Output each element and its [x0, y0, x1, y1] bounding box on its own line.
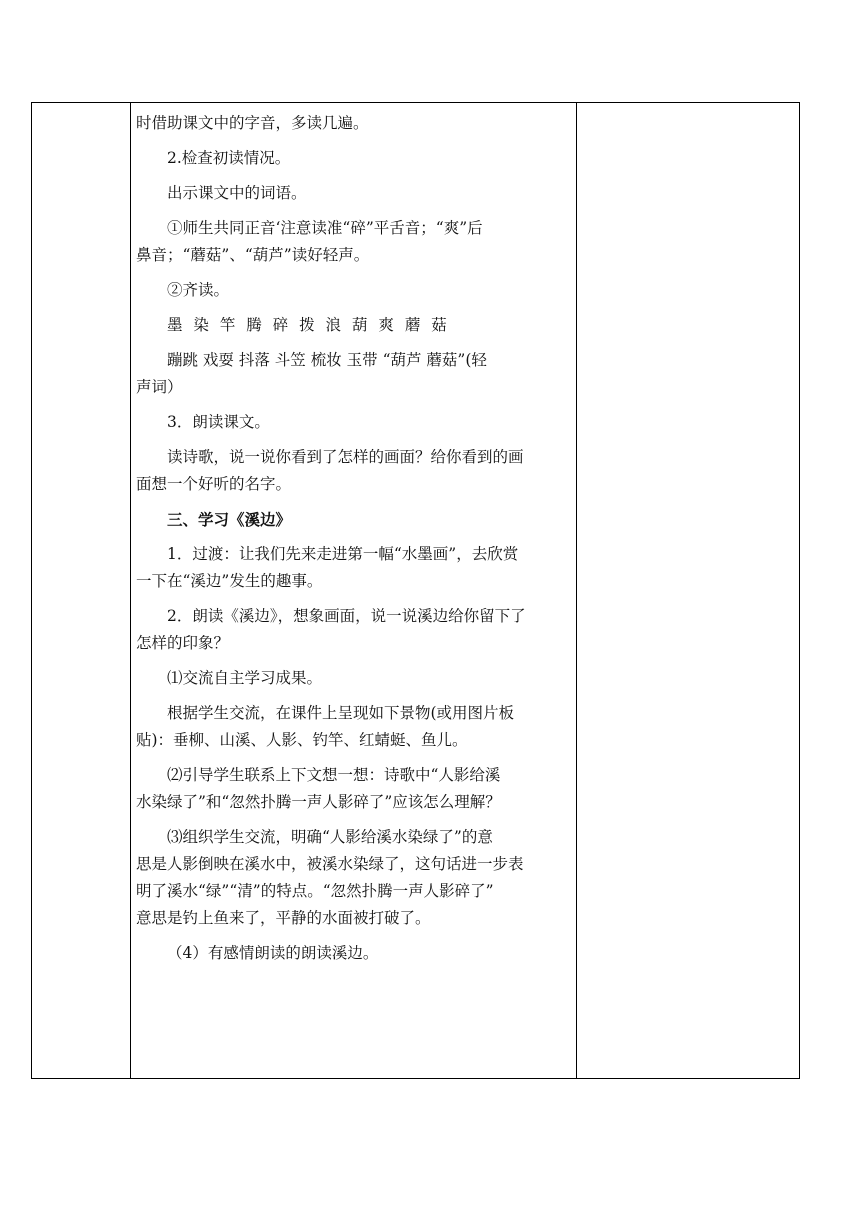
- paragraph: [136, 940, 568, 967]
- paragraph-line: 根据学生交流，在课件上呈现如下景物(或用图片板: [167, 704, 515, 722]
- paragraph: [136, 603, 568, 657]
- paragraph: [136, 145, 568, 172]
- paragraph: [136, 312, 568, 339]
- paragraph-line: （4）有感情朗读的朗读溪边。: [167, 944, 379, 962]
- paragraph-line: 2.检查初读情况。: [167, 149, 291, 167]
- paragraph-line: 读诗歌，说一说你看到了怎样的画面？给你看到的画: [167, 448, 524, 466]
- paragraph-line: 鼻音；“蘑菇”、“葫芦”读好轻声。: [136, 246, 370, 264]
- paragraph: [136, 180, 568, 207]
- paragraph-line: ⑵引导学生联系上下文想一想：诗歌中“人影给溪: [167, 766, 501, 784]
- left-column-cell: [32, 103, 130, 1078]
- paragraph: [136, 665, 568, 692]
- paragraph: [136, 444, 568, 498]
- paragraph-line: 怎样的印象？: [136, 634, 230, 652]
- paragraph-line: ①师生共同正音‘注意读准“碎”平舌音；“爽”后: [167, 219, 483, 237]
- paragraph-line: 明了溪水“绿”“清”的特点。“忽然扑腾一声人影碎了”: [136, 882, 494, 900]
- paragraph-line: 面想一个好听的名字。: [136, 475, 292, 493]
- paragraph-line: 思是人影倒映在溪水中，被溪水染绿了，这句话进一步表: [136, 855, 524, 873]
- paragraph-line: ②齐读。: [167, 281, 230, 299]
- paragraph: [136, 215, 568, 269]
- paragraph: [136, 409, 568, 436]
- paragraph: [136, 347, 568, 401]
- paragraph-line: 贴)：垂柳、山溪、人影、钓竿、红蜻蜓、鱼儿。: [136, 731, 468, 749]
- paragraph-line: 水染绿了”和“忽然扑腾一声人影碎了”应该怎么理解？: [136, 793, 501, 811]
- paragraph-line: 声词）: [136, 378, 183, 396]
- paragraph: [136, 700, 568, 754]
- paragraph-line: 蹦跳 戏耍 抖落 斗笠 梳妆 玉带 “葫芦 蘑菇”(轻: [167, 351, 487, 369]
- paragraph-line: 墨 染 竿 腾 碎 拨 浪 葫 爽 蘑 菇: [167, 316, 450, 334]
- paragraph: [136, 277, 568, 304]
- paragraph-line: 3．朗读课文。: [167, 413, 270, 431]
- paragraph-line: ⑴交流自主学习成果。: [167, 669, 323, 687]
- paragraph-line: ⑶组织学生交流，明确“人影给溪水染绿了”的意: [167, 828, 493, 846]
- paragraph-line: 意思是钓上鱼来了，平静的水面被打破了。: [136, 909, 431, 927]
- paragraph-line: 1．过渡：让我们先来走进第一幅“水墨画”，去欣赏: [167, 545, 519, 563]
- paragraph: [136, 541, 568, 595]
- column-divider-left: [130, 103, 131, 1078]
- paragraph-line: 时借助课文中的字音，多读几遍。: [136, 114, 369, 132]
- paragraph-line: 出示课文中的词语。: [167, 184, 307, 202]
- paragraph: [136, 110, 568, 137]
- paragraph-line: 一下在“溪边”发生的趣事。: [136, 572, 323, 590]
- paragraph-line: 2．朗读《溪边》，想象画面，说一说溪边给你留下了: [167, 607, 526, 625]
- teaching-process-cell: [136, 110, 568, 975]
- paragraph: [136, 824, 568, 932]
- paragraph: [136, 762, 568, 816]
- paragraph-line: 三、学习《溪边》: [167, 510, 292, 529]
- section-heading: [136, 506, 568, 533]
- right-column-cell: [577, 103, 799, 1078]
